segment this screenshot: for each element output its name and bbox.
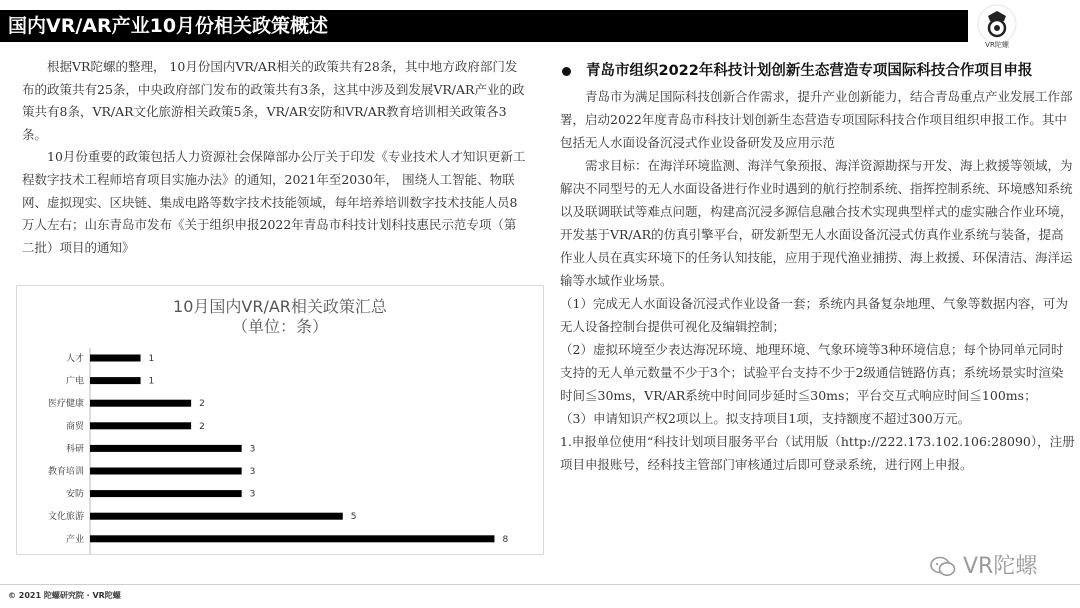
article-item-1: （1）完成无人水面设备沉浸式作业设备一套；系统内具备复杂地理、气象等数据内容，可为无人设备控制台提供可视化及编辑控制； [560,296,1068,334]
article-heading [560,58,1075,85]
category-label: 医疗健康 [47,399,84,410]
bar [90,513,343,520]
bar [90,355,141,362]
summary-paragraph-2: 10月份重要的政策包括人力资源社会保障部办公厅关于印发《专业技术人才知识更新工程数字技术工程师培育项目实施办法》的通知，2021年至2030年， 围绕人工智能、物联网、虚拟现实、区块链、集成电路等数字技术技能领域，每年培养培训数字技术技能人员8万人左右；山东青岛市发布《关于组织申报2022年青岛市科技计划科技惠民示范专项（第二批）项目的通知》 [22,149,526,255]
category-label: 教育培训 [47,467,84,477]
right-article [560,58,1075,476]
vr-tuoluo-logo-icon [970,2,1024,52]
article-item-3: （3）申请知识产权2项以上。拟支持项目1项，支持额度不超过300万元。 [560,411,971,426]
article-paragraph-1: 青岛市为满足国际科技创新合作需求，提升产业创新能力，结合青岛重点产业发展工作部署，启动2022年度青岛市科技计划创新生态营造专项国际科技合作项目组织申报工作。其中包括无人水面设备沉浸式作业设备研发及应用示范 [560,89,1073,150]
logo-text: VR陀螺 [985,41,1009,49]
bar-value-label: 1 [148,376,155,387]
left-summary [22,56,527,259]
category-label: 广电 [65,376,84,387]
bar-value-label: 3 [249,467,256,477]
vr-tuoluo-logo [970,2,1024,52]
category-label: 人才 [65,354,84,364]
chart-subtitle: （单位：条） [231,317,328,336]
bar-value-label: 1 [148,354,155,364]
wechat-icon [930,556,956,578]
summary-paragraph-1: 根据VR陀螺的整理， 10月份国内VR/AR相关的政策共有28条，其中地方政府部门发布的政策共有25条，中央政府部门发布的政策共有3条，这其中涉及到发展VR/AR产业的政策共有8条，VR/AR文化旅游相关政策5条，VR/AR安防和VR/AR教育培训相关政策各3条。 [22,59,525,142]
chart-plot [17,286,543,554]
bar-value-label: 3 [249,444,256,455]
article-paragraph-2: 需求目标：在海洋环境监测、海洋气象预报、海洋资源勘探与开发、海上救援等领域，为解决不同型号的无人水面设备进行作业时遇到的航行控制系统、指挥控制系统、环境感知系统以及联调联试等难点问题，构建高沉浸多源信息融合技术实现典型样式的虚实融合作业环境，开发基于VR/AR的仿真引擎平台，研发新型无人水面设备沉浸式仿真作业系统与装备，提高作业人员在真实环境下的任务认知技能，应用于现代渔业捕捞、海上救援、环保清洁、海洋运输等水域作业场景。 [560,158,1073,288]
bar [90,468,242,475]
bar [90,422,191,429]
bar [90,535,494,542]
article-item-2: （2）虚拟环境至少表达海况环境、地理环境、气象环境等3种环境信息；每个协同单元同时支持的无人单元数量不少于3个；试验平台支持不少于2级通信链路仿真；系统场景实时渲染时间≦30ms，VR/AR系统中时间同步延时≦30ms；平台交互式响应时间≦100ms； [560,342,1064,403]
watermark-text: VR陀螺 [963,554,1038,579]
category-label: 文化旅游 [47,512,84,523]
category-label: 安防 [65,489,84,500]
footer-copyright: © 2021 陀螺研究院 · VR陀螺 [8,591,121,600]
chart-title: 10月国内VR/AR相关政策汇总 [173,297,387,316]
bar [90,490,242,497]
article-heading-text: 青岛市组织2022年科技计划创新生态营造专项国际科技合作项目申报 [586,63,1033,79]
bar-value-label: 2 [199,399,205,410]
watermark [930,549,1075,579]
bar-value-label: 2 [199,421,205,432]
page-title: 国内VR/AR产业10月份相关政策概述 [0,10,968,42]
category-label: 产业 [65,534,84,545]
bar-value-label: 3 [249,489,256,500]
bar [90,445,242,452]
bar-value-label: 8 [502,534,509,545]
category-label: 商贸 [65,421,84,432]
bar [90,400,191,407]
footer-divider [0,584,1080,585]
bar [90,377,141,384]
bar-value-label: 5 [350,512,357,523]
article-application: 1.申报单位使用“科技计划项目服务平台（试用版（http://222.173.102.106:28090），注册项目申报账号，经科技主管部门审核通过后即可登录系统，进行网上申报。 [560,434,1075,472]
policy-bar-chart [16,285,544,555]
category-label: 科研 [65,444,84,455]
bullet-icon [562,67,571,76]
